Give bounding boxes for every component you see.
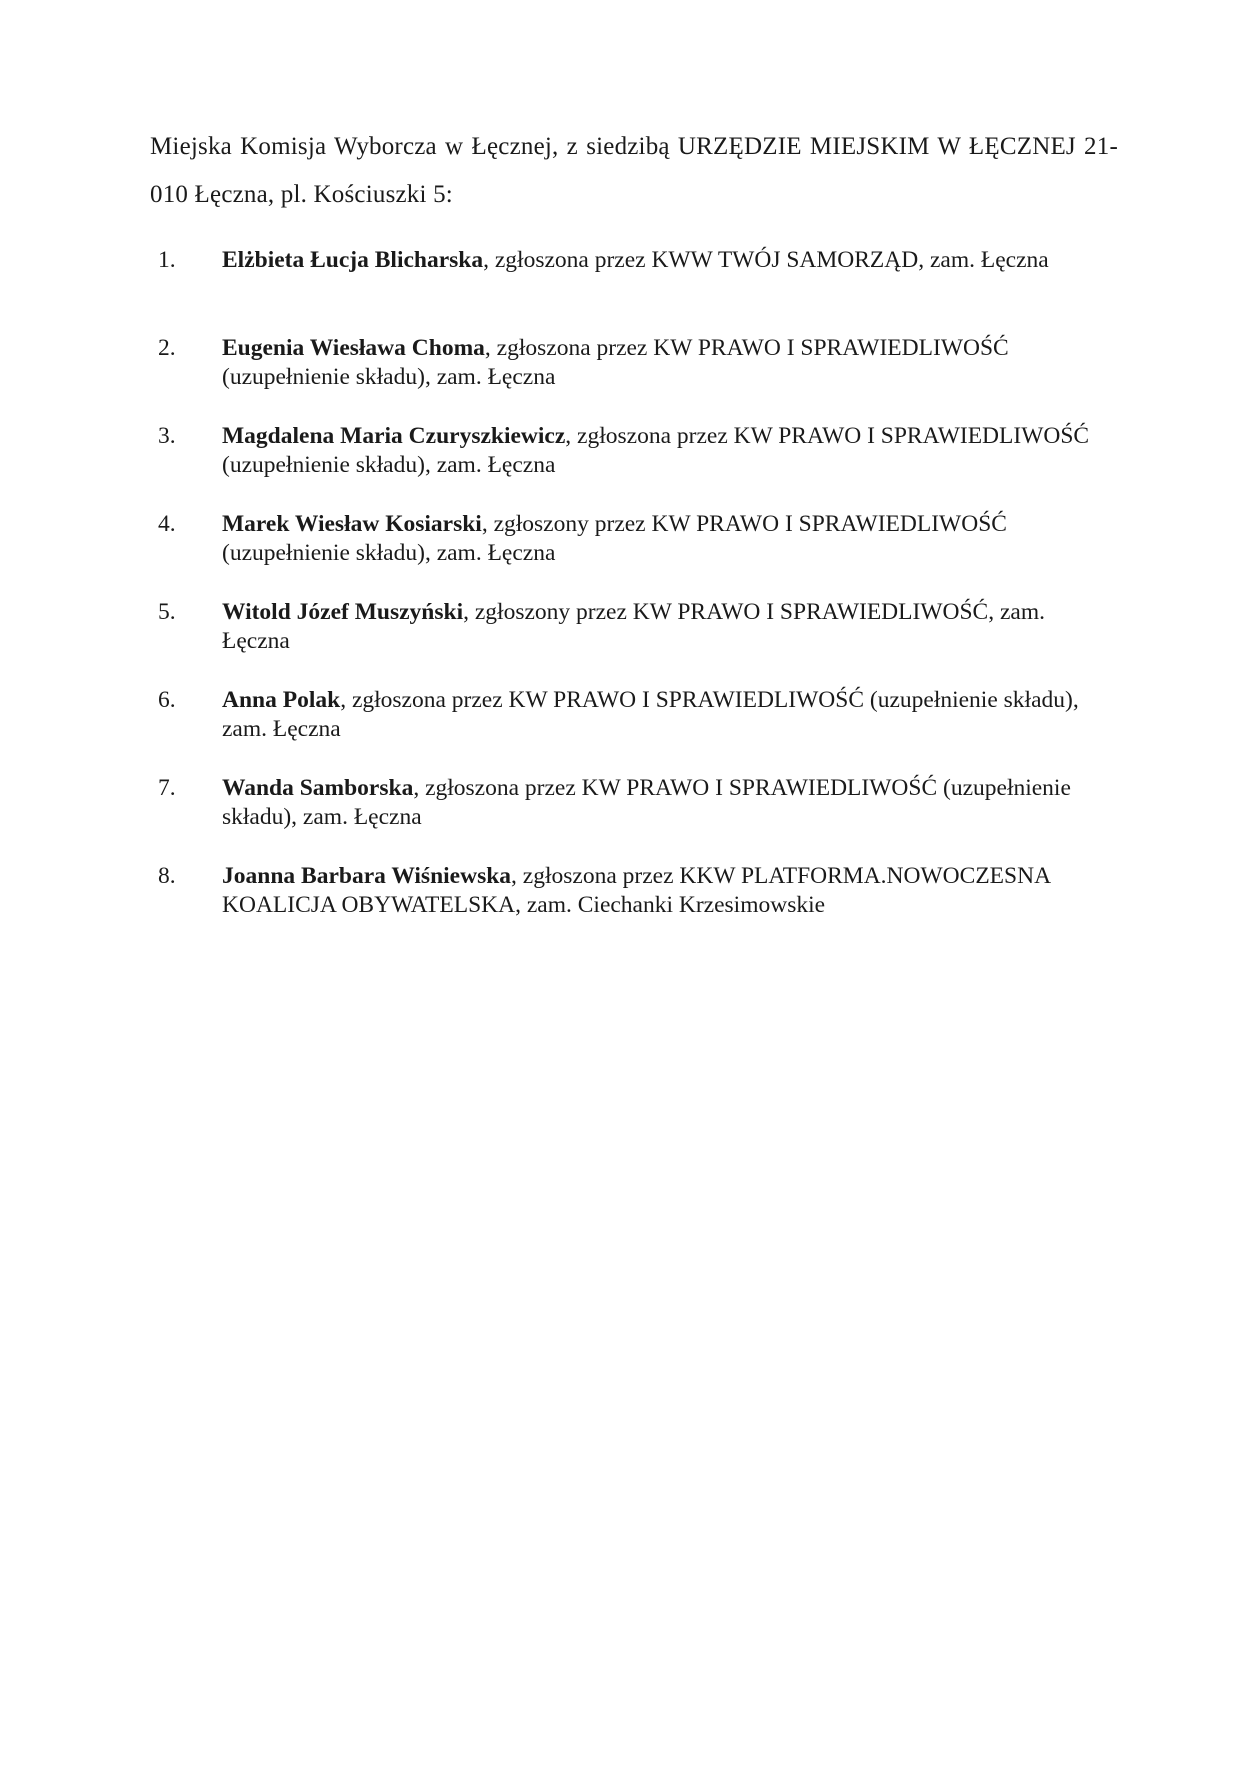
item-number: 6.: [158, 687, 176, 713]
member-details: , zgłoszona przez KW PRAWO I SPRAWIEDLIWOŚĆ (uzupełnienie składu), zam. Łęczna: [222, 775, 1071, 830]
item-number: 8.: [158, 863, 176, 889]
item-number: 5.: [158, 599, 176, 625]
item-number: 4.: [158, 511, 176, 537]
list-item-6: [158, 686, 1098, 774]
item-text: [222, 598, 1090, 656]
member-details: , zgłoszona przez KWW TWÓJ SAMORZĄD, zam. Łęczna: [483, 247, 1049, 273]
member-name: Magdalena Maria Czuryszkiewicz: [222, 423, 566, 449]
member-details: , zgłoszona przez KW PRAWO I SPRAWIEDLIWOŚĆ (uzupełnienie składu), zam. Łęczna: [222, 423, 1090, 478]
item-text: [222, 246, 1090, 275]
item-number: 3.: [158, 423, 176, 449]
member-details: , zgłoszona przez KW PRAWO I SPRAWIEDLIWOŚĆ (uzupełnienie składu), zam. Łęczna: [222, 335, 1009, 390]
member-name: Marek Wiesław Kosiarski: [222, 511, 482, 537]
intro-paragraph: Miejska Komisja Wyborcza w Łęcznej, z siedzibą URZĘDZIE MIEJSKIM W ŁĘCZNEJ 21-010 Łęczna, pl. Kościuszki 5:: [150, 133, 1118, 208]
member-name: Wanda Samborska: [222, 775, 414, 801]
item-text: [222, 686, 1090, 744]
member-name: Anna Polak: [222, 687, 341, 713]
member-name: Witold Józef Muszyński: [222, 599, 464, 625]
item-number: 2.: [158, 335, 176, 361]
list-item-3: [158, 422, 1098, 510]
member-details: , zgłoszony przez KW PRAWO I SPRAWIEDLIWOŚĆ (uzupełnienie składu), zam. Łęczna: [222, 511, 1007, 566]
list-item-7: [158, 774, 1098, 862]
members-list: [158, 246, 1098, 950]
item-number: 7.: [158, 775, 176, 801]
member-details: , zgłoszony przez KW PRAWO I SPRAWIEDLIWOŚĆ, zam. Łęczna: [222, 599, 1045, 654]
member-details: , zgłoszona przez KW PRAWO I SPRAWIEDLIWOŚĆ (uzupełnienie składu), zam. Łęczna: [222, 687, 1079, 742]
list-item-8: [158, 862, 1098, 950]
member-name: Eugenia Wiesława Choma: [222, 335, 485, 361]
member-name: Elżbieta Łucja Blicharska: [222, 247, 484, 273]
list-item-1: [158, 246, 1098, 334]
list-item-5: [158, 598, 1098, 686]
list-item-4: [158, 510, 1098, 598]
item-number: 1.: [158, 247, 176, 273]
item-text: [222, 422, 1090, 480]
list-item-2: [158, 334, 1098, 422]
item-text: [222, 862, 1090, 920]
item-text: [222, 510, 1090, 568]
item-text: [222, 334, 1090, 392]
member-details: , zgłoszona przez KKW PLATFORMA.NOWOCZESNA KOALICJA OBYWATELSKA, zam. Ciechanki Krzesimowskie: [222, 863, 1050, 918]
member-name: Joanna Barbara Wiśniewska: [222, 863, 512, 889]
item-text: [222, 774, 1090, 832]
